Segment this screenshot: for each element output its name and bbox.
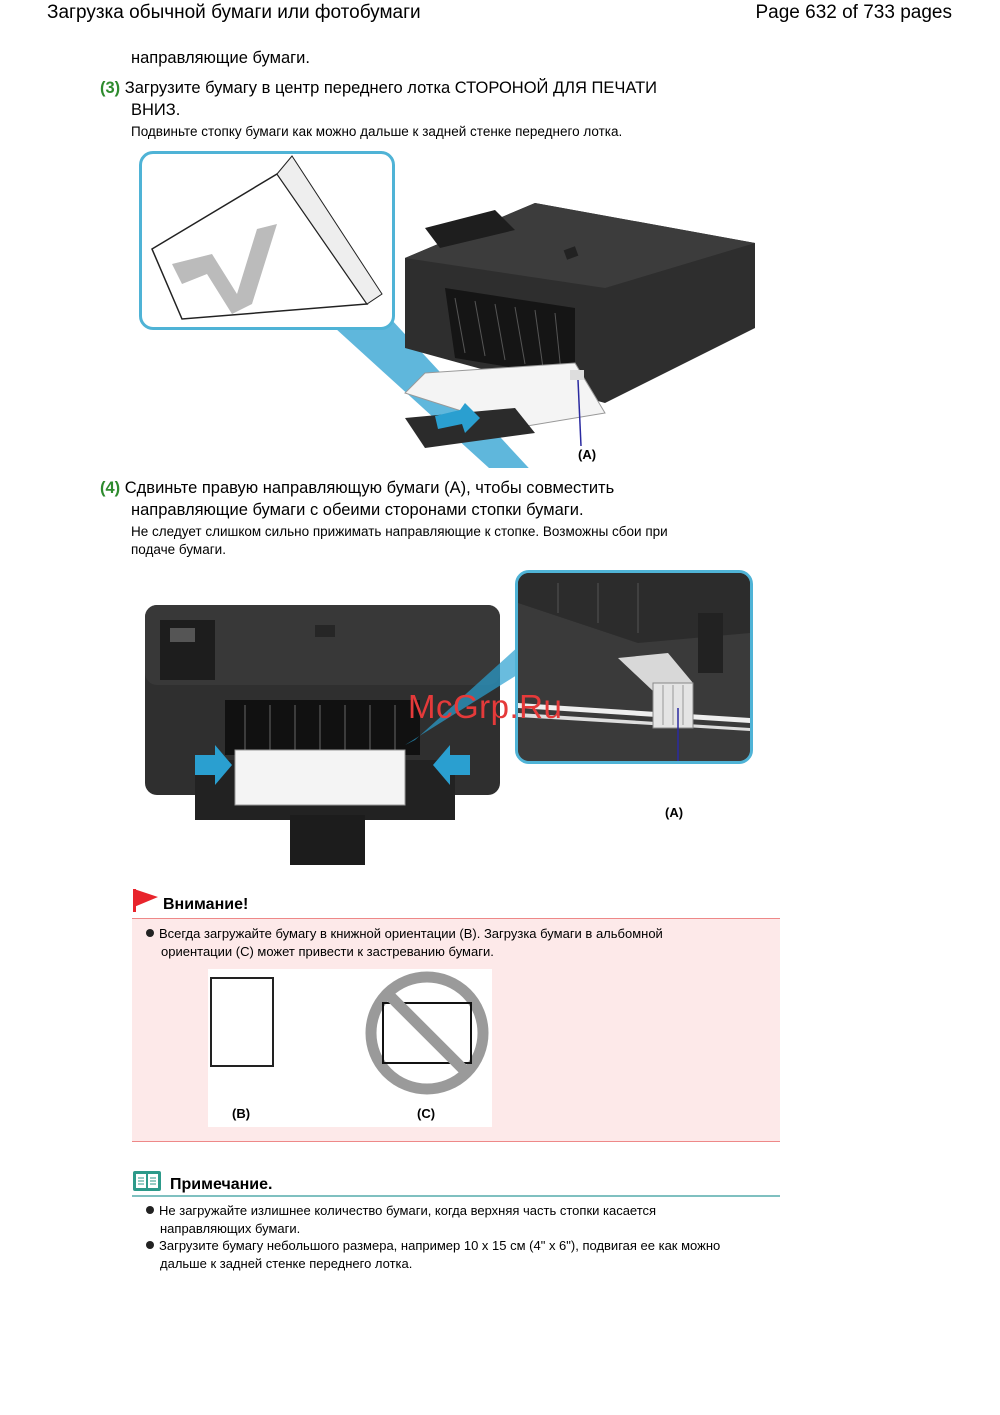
paper-side-callout (139, 151, 395, 330)
printer-guide-illustration (140, 600, 520, 870)
step-4-line2: направляющие бумаги с обеими сторонами стопки бумаги. (131, 501, 584, 519)
landscape-label: (C) (417, 1106, 436, 1121)
portrait-paper-icon (210, 977, 274, 1067)
step-4-subtext-1: Не следует слишком сильно прижимать направляющие к стопке. Возможны сбои при (131, 524, 668, 539)
step-3-line1: Загрузите бумагу в центр переднего лотка СТОРОНОЙ ДЛЯ ПЕЧАТИ (124, 79, 658, 97)
orientation-diagram (208, 969, 492, 1127)
guide-detail-photo (518, 573, 750, 761)
guide-a-label-1: (A) (578, 447, 597, 462)
step-4-line1: Сдвиньте правую направляющую бумаги (A), чтобы совместить (124, 479, 615, 497)
watermark: McGrp.Ru (408, 688, 563, 725)
step-4-subtext-2: подаче бумаги. (131, 542, 226, 557)
caution-title: Внимание! (163, 896, 249, 913)
caution-bullet (146, 925, 663, 943)
note-title: Примечание. (170, 1176, 273, 1193)
paper-print-side-icon (142, 154, 392, 327)
guide-a-label-2: (A) (665, 805, 684, 820)
continuation-text: направляющие бумаги. (131, 49, 310, 67)
bullet-icon (146, 929, 154, 937)
bullet-icon (146, 1241, 154, 1249)
note-item-2-line1: Загрузите бумагу небольшого размера, например 10 x 15 см (4" x 6"), подвигая ее как можно (159, 1238, 721, 1253)
caution-box (132, 918, 780, 1142)
caution-line1: Всегда загружайте бумагу в книжной ориентации (B). Загрузка бумаги в альбомной (159, 926, 663, 941)
guide-detail-callout (515, 570, 753, 764)
note-divider (132, 1195, 780, 1197)
step-4-number: (4) (100, 479, 121, 497)
step-3 (100, 77, 657, 99)
note-item-2-line2: дальше к задней стенке переднего лотка. (160, 1256, 413, 1271)
step-3-subtext: Подвиньте стопку бумаги как можно дальше к задней стенке переднего лотка. (131, 124, 623, 139)
book-icon (132, 1170, 162, 1192)
note-item-1-line2: направляющих бумаги. (160, 1221, 301, 1236)
step-3-number: (3) (100, 79, 121, 97)
note-item-2 (146, 1237, 720, 1255)
caution-line2: ориентации (C) может привести к застреванию бумаги. (161, 944, 494, 959)
page-title: Загрузка обычной бумаги или фотобумаги (47, 2, 421, 23)
bullet-icon (146, 1206, 154, 1214)
note-item-1 (146, 1202, 656, 1220)
page-counter: Page 632 of 733 pages (755, 2, 952, 23)
note-item-1-line1: Не загружайте излишнее количество бумаги, когда верхняя часть стопки касается (159, 1203, 657, 1218)
caution-flag-icon (132, 887, 160, 913)
step-3-line2: ВНИЗ. (131, 101, 181, 119)
portrait-label: (B) (232, 1106, 251, 1121)
landscape-prohibited-icon (363, 971, 491, 1099)
step-4 (100, 477, 614, 499)
